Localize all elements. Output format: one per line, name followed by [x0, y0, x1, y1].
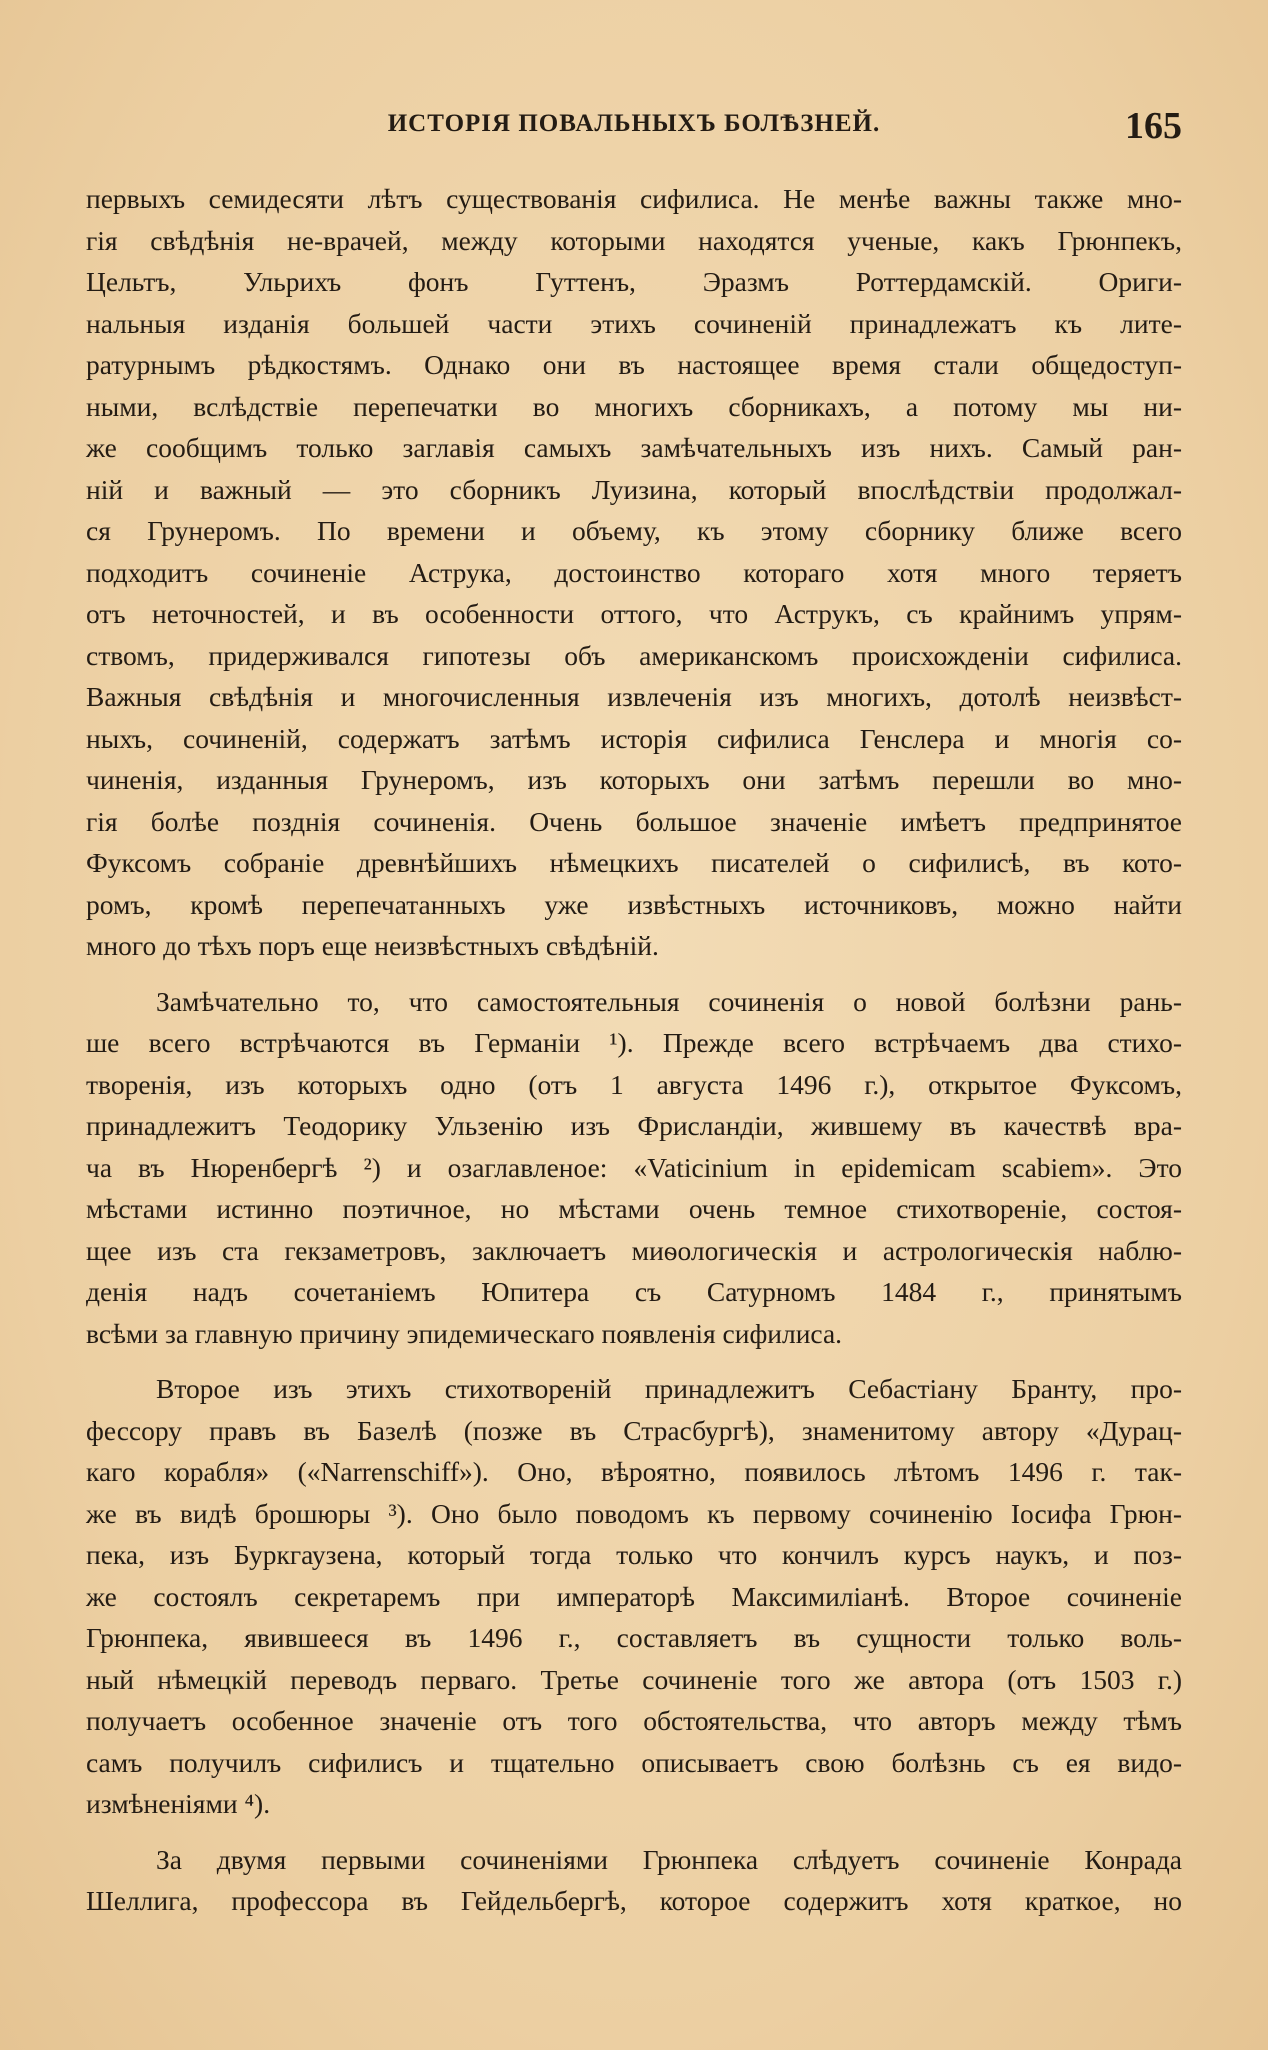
paragraph-2 [86, 981, 1182, 1355]
text-line: чиненія, изданныя Грунеромъ, изъ которыхъ они затѣмъ перешли во мно- [86, 764, 1182, 795]
text-line: ратурнымъ рѣдкостямъ. Однако они въ настоящее время стали общедоступ- [86, 349, 1182, 380]
running-head: ИСТОРІЯ ПОВАЛЬНЫХЪ БОЛѢЗНЕЙ. [387, 110, 881, 137]
text-line: получаетъ особенное значеніе отъ того обстоятельства, что авторъ между тѣмъ [86, 1705, 1182, 1736]
text-line: мѣстами истинно поэтичное, но мѣстами очень темное стихотвореніе, состоя- [86, 1193, 1182, 1224]
text-line: всѣми за главную причину эпидемическаго появленія сифилиса. [86, 1317, 843, 1349]
text-line: Важныя свѣдѣнія и многочисленныя извлеченія изъ многихъ, дотолѣ неизвѣст- [86, 681, 1182, 712]
text-line: Цельтъ, Ульрихъ фонъ Гуттенъ, Эразмъ Роттердамскій. Ориги- [86, 266, 1182, 297]
text-line: же состоялъ секретаремъ при императорѣ Максимиліанѣ. Второе сочиненіе [86, 1580, 1182, 1612]
text-line: подходитъ сочиненіе Аструка, достоинство котораго хотя много теряетъ [86, 556, 1182, 588]
text-line: фессору правъ въ Базелѣ (позже въ Страсбургѣ), знаменитому автору «Дурац- [86, 1414, 1182, 1446]
text-line: ныхъ, сочиненій, содержатъ затѣмъ исторія сифилиса Генслера и многія со- [86, 722, 1182, 754]
text-line: пека, изъ Буркгаузена, который тогда только что кончилъ курсъ наукъ, и поз- [86, 1539, 1182, 1570]
text-line: денія надъ сочетаніемъ Юпитера съ Сатурномъ 1484 г., принятымъ [86, 1276, 1182, 1307]
text-line: самъ получилъ сифилисъ и тщательно описываетъ свою болѣзнь съ ея видо- [86, 1746, 1182, 1778]
text-line: ный нѣмецкій переводъ перваго. Третье сочиненіе того же автора (отъ 1503 г.) [86, 1663, 1182, 1695]
text-line: Фуксомъ собраніе древнѣйшихъ нѣмецкихъ писателей о сифилисѣ, въ кото- [86, 847, 1182, 878]
text-line: Второе изъ этихъ стихотвореній принадлежитъ Себастіану Бранту, про- [156, 1373, 1182, 1404]
text-line: ча въ Нюренбергѣ ²) и озаглавленое: «Vaticinium in epidemicam scabiem». Это [86, 1151, 1182, 1183]
paragraph-3 [86, 1368, 1182, 1825]
text-line: ствомъ, придерживался гипотезы объ американскомъ происхожденіи сифилиса. [86, 639, 1182, 671]
text-line: измѣненіями ⁴). [86, 1788, 271, 1819]
text-line: ромъ, кромѣ перепечатанныхъ уже извѣстныхъ источниковъ, можно найти [86, 888, 1182, 920]
paragraph-1 [86, 178, 1182, 967]
text-line: ся Грунеромъ. По времени и объему, къ этому сборнику ближе всего [86, 515, 1182, 546]
text-line: принадлежитъ Теодорику Ульзенію изъ Фрисландіи, жившему въ качествѣ вра- [86, 1110, 1182, 1141]
text-line: нальныя изданія большей части этихъ сочиненій принадлежатъ къ лите- [86, 307, 1182, 339]
text-line: отъ неточностей, и въ особенности оттого, что Аструкъ, съ крайнимъ упрям- [86, 598, 1182, 629]
text-line: много до тѣхъ поръ еще неизвѣстныхъ свѣдѣній. [86, 930, 659, 961]
text-line: гія свѣдѣнія не-врачей, между которыми находятся ученые, какъ Грюнпекъ, [86, 224, 1182, 256]
text-line: первыхъ семидесяти лѣтъ существованія сифилиса. Не менѣе важны также мно- [86, 183, 1182, 214]
text-line: Замѣчательно то, что самостоятельныя сочиненія о новой болѣзни рань- [156, 985, 1182, 1017]
text-line: гія болѣе позднія сочиненія. Очень большое значеніе имѣетъ предпринятое [86, 805, 1182, 837]
page-header [86, 104, 1182, 154]
text-line: каго корабля» («Narrenschiff»). Оно, вѣроятно, появилось лѣтомъ 1496 г. так- [86, 1456, 1182, 1487]
text-line: щее изъ ста гекзаметровъ, заключаетъ миѳологическія и астрологическія наблю- [86, 1234, 1182, 1266]
text-line: же сообщимъ только заглавія самыхъ замѣчательныхъ изъ нихъ. Самый ран- [86, 432, 1182, 463]
text-line: ше всего встрѣчаются въ Германіи ¹). Прежде всего встрѣчаемъ два стихо- [86, 1027, 1182, 1058]
text-line: же въ видѣ брошюры ³). Оно было поводомъ къ первому сочиненію Іосифа Грюн- [86, 1497, 1182, 1529]
text-line: Грюнпека, явившееся въ 1496 г., составляетъ въ сущности только воль- [86, 1622, 1182, 1653]
paragraph-4 [86, 1839, 1182, 1922]
body-text [86, 178, 1182, 1922]
text-line: Шеллига, профессора въ Гейдельбергѣ, которое содержитъ хотя краткое, но [86, 1885, 1182, 1916]
text-line: ными, вслѣдствіе перепечатки во многихъ сборникахъ, а потому мы ни- [86, 390, 1182, 422]
text-line: творенія, изъ которыхъ одно (отъ 1 августа 1496 г.), открытое Фуксомъ, [86, 1068, 1182, 1100]
text-line: ній и важный — это сборникъ Луизина, который впослѣдствіи продолжал- [86, 473, 1182, 505]
text-line: За двумя первыми сочиненіями Грюнпека слѣдуетъ сочиненіе Конрада [156, 1843, 1182, 1875]
page-number: 165 [1125, 105, 1182, 147]
